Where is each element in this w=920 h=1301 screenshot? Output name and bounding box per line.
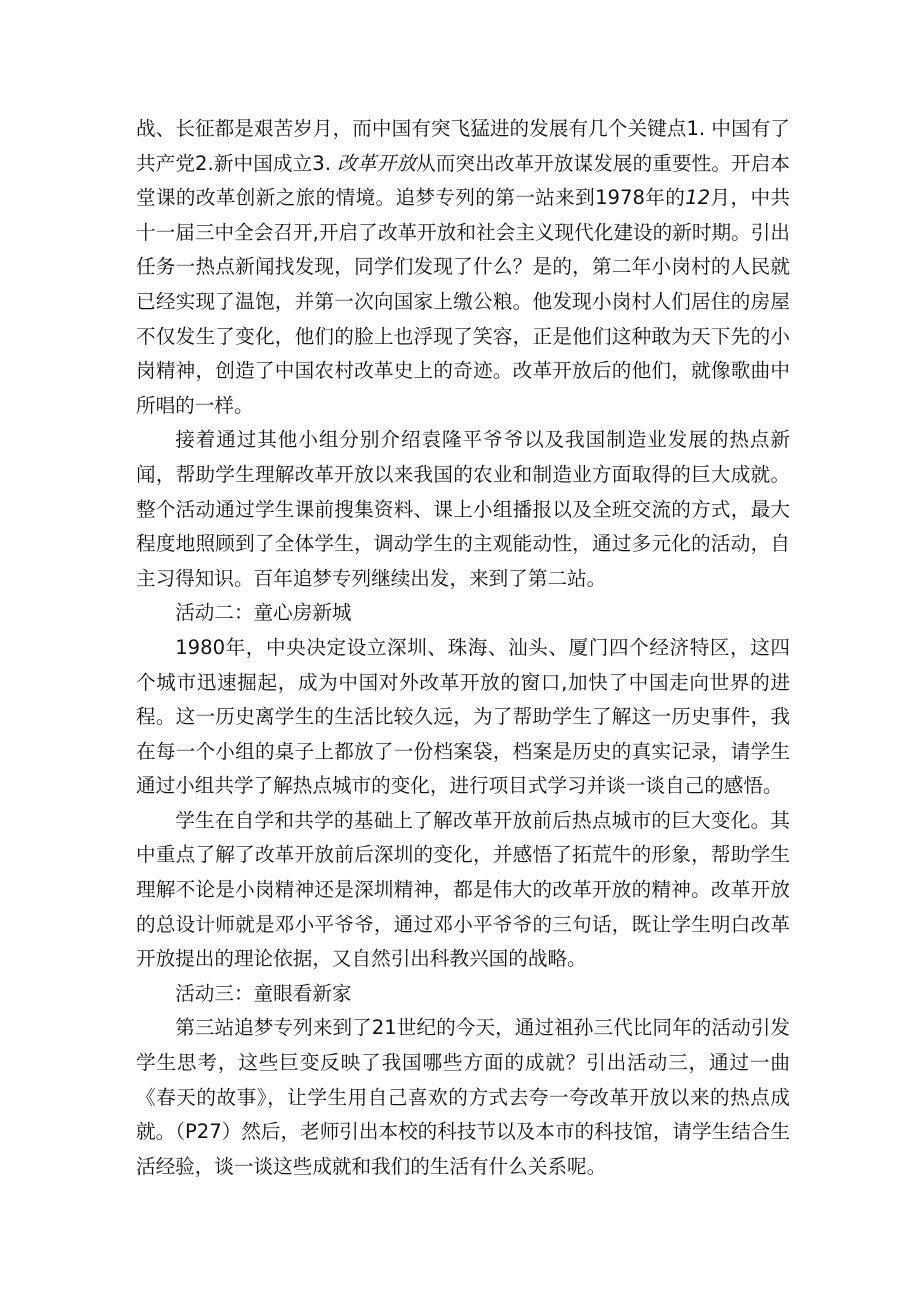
italic-run: 12 [685, 186, 711, 210]
paragraph-group-reports [136, 423, 790, 596]
paragraph-twenty-first-century [136, 1011, 790, 1184]
text-run: 第三站追梦专列来到了21世纪的今天，通过祖孙三代比同年的活动引发学生思考，这些巨变反映了我国哪些方面的成就？引出活动三，通过一曲《春天的故事》，让学生用自己喜欢的方式去夸一夸改革开放以来的热点成就。（P27）然后，老师引出本校的科技节以及本市的科技馆，请学生结合生活经验，谈一谈这些成就和我们的生活有什么关系呢。 [136, 1016, 790, 1178]
paragraph-shenzhen-spirit [136, 804, 790, 977]
document-page [136, 112, 790, 1184]
text-run: 战、长征都是艰苦岁月，而中国有突飞猛进的发展有几个关键点1. 中国有了共产党2.新中国成立3. [136, 117, 790, 175]
italic-run: 改革开放 [337, 151, 417, 175]
paragraph-special-economic-zones [136, 631, 790, 804]
activity-two-heading [136, 596, 790, 631]
heading-text: 活动二：童心房新城 [175, 601, 352, 625]
text-run: 学生在自学和共学的基础上了解改革开放前后热点城市的巨大变化。其中重点了解了改革开放前后深圳的变化，并感悟了拓荒牛的形象，帮助学生理解不论是小岗精神还是深圳精神，都是伟大的改革开放的精神。改革开放的总设计师就是邓小平爷爷，通过邓小平爷爷的三句话，既让学生明白改革开放提出的理论依据，又自然引出科教兴国的战略。 [136, 808, 790, 971]
paragraph-reform-opening-intro [136, 112, 790, 423]
heading-text: 活动三：童眼看新家 [175, 981, 352, 1005]
text-run: 接着通过其他小组分别介绍袁隆平爷爷以及我国制造业发展的热点新闻，帮助学生理解改革开放以来我国的农业和制造业方面取得的巨大成就。整个活动通过学生课前搜集资料、课上小组播报以及全班交流的方式，最大程度地照顾到了全体学生，调动学生的主观能动性，通过多元化的活动，自主习得知识。百年追梦专列继续出发，来到了第二站。 [136, 428, 790, 590]
text-run: 月，中共十一届三中全会召开,开启了改革开放和社会主义现代化建设的新时期。引出任务一热点新闻找发现，同学们发现了什么？是的，第二年小岗村的人民就已经实现了温饱，并第一次向国家上缴公粮。他发现小岗村人们居住的房屋不仅发生了变化，他们的脸上也浮现了笑容，正是他们这种敢为天下先的小岗精神，创造了中国农村改革史上的奇迹。改革开放后的他们，就像歌曲中所唱的一样。 [136, 186, 790, 417]
text-run: 从而突出改革开放谋发展的重要性。开启本堂课的改革创新之旅的情境。追梦专列的第一站来到1978年的 [136, 151, 790, 210]
activity-three-heading [136, 977, 790, 1012]
text-run: 1980年，中央决定设立深圳、珠海、汕头、厦门四个经济特区，这四个城市迅速掘起，成为中国对外改革开放的窗口,加快了中国走向世界的进程。这一历史离学生的生活比较久远，为了帮助学生了解这一历史事件，我在每一个小组的桌子上都放了一份档案袋，档案是历史的真实记录，请学生通过小组共学了解热点城市的变化，进行项目式学习并谈一谈自己的感悟。 [136, 635, 790, 798]
